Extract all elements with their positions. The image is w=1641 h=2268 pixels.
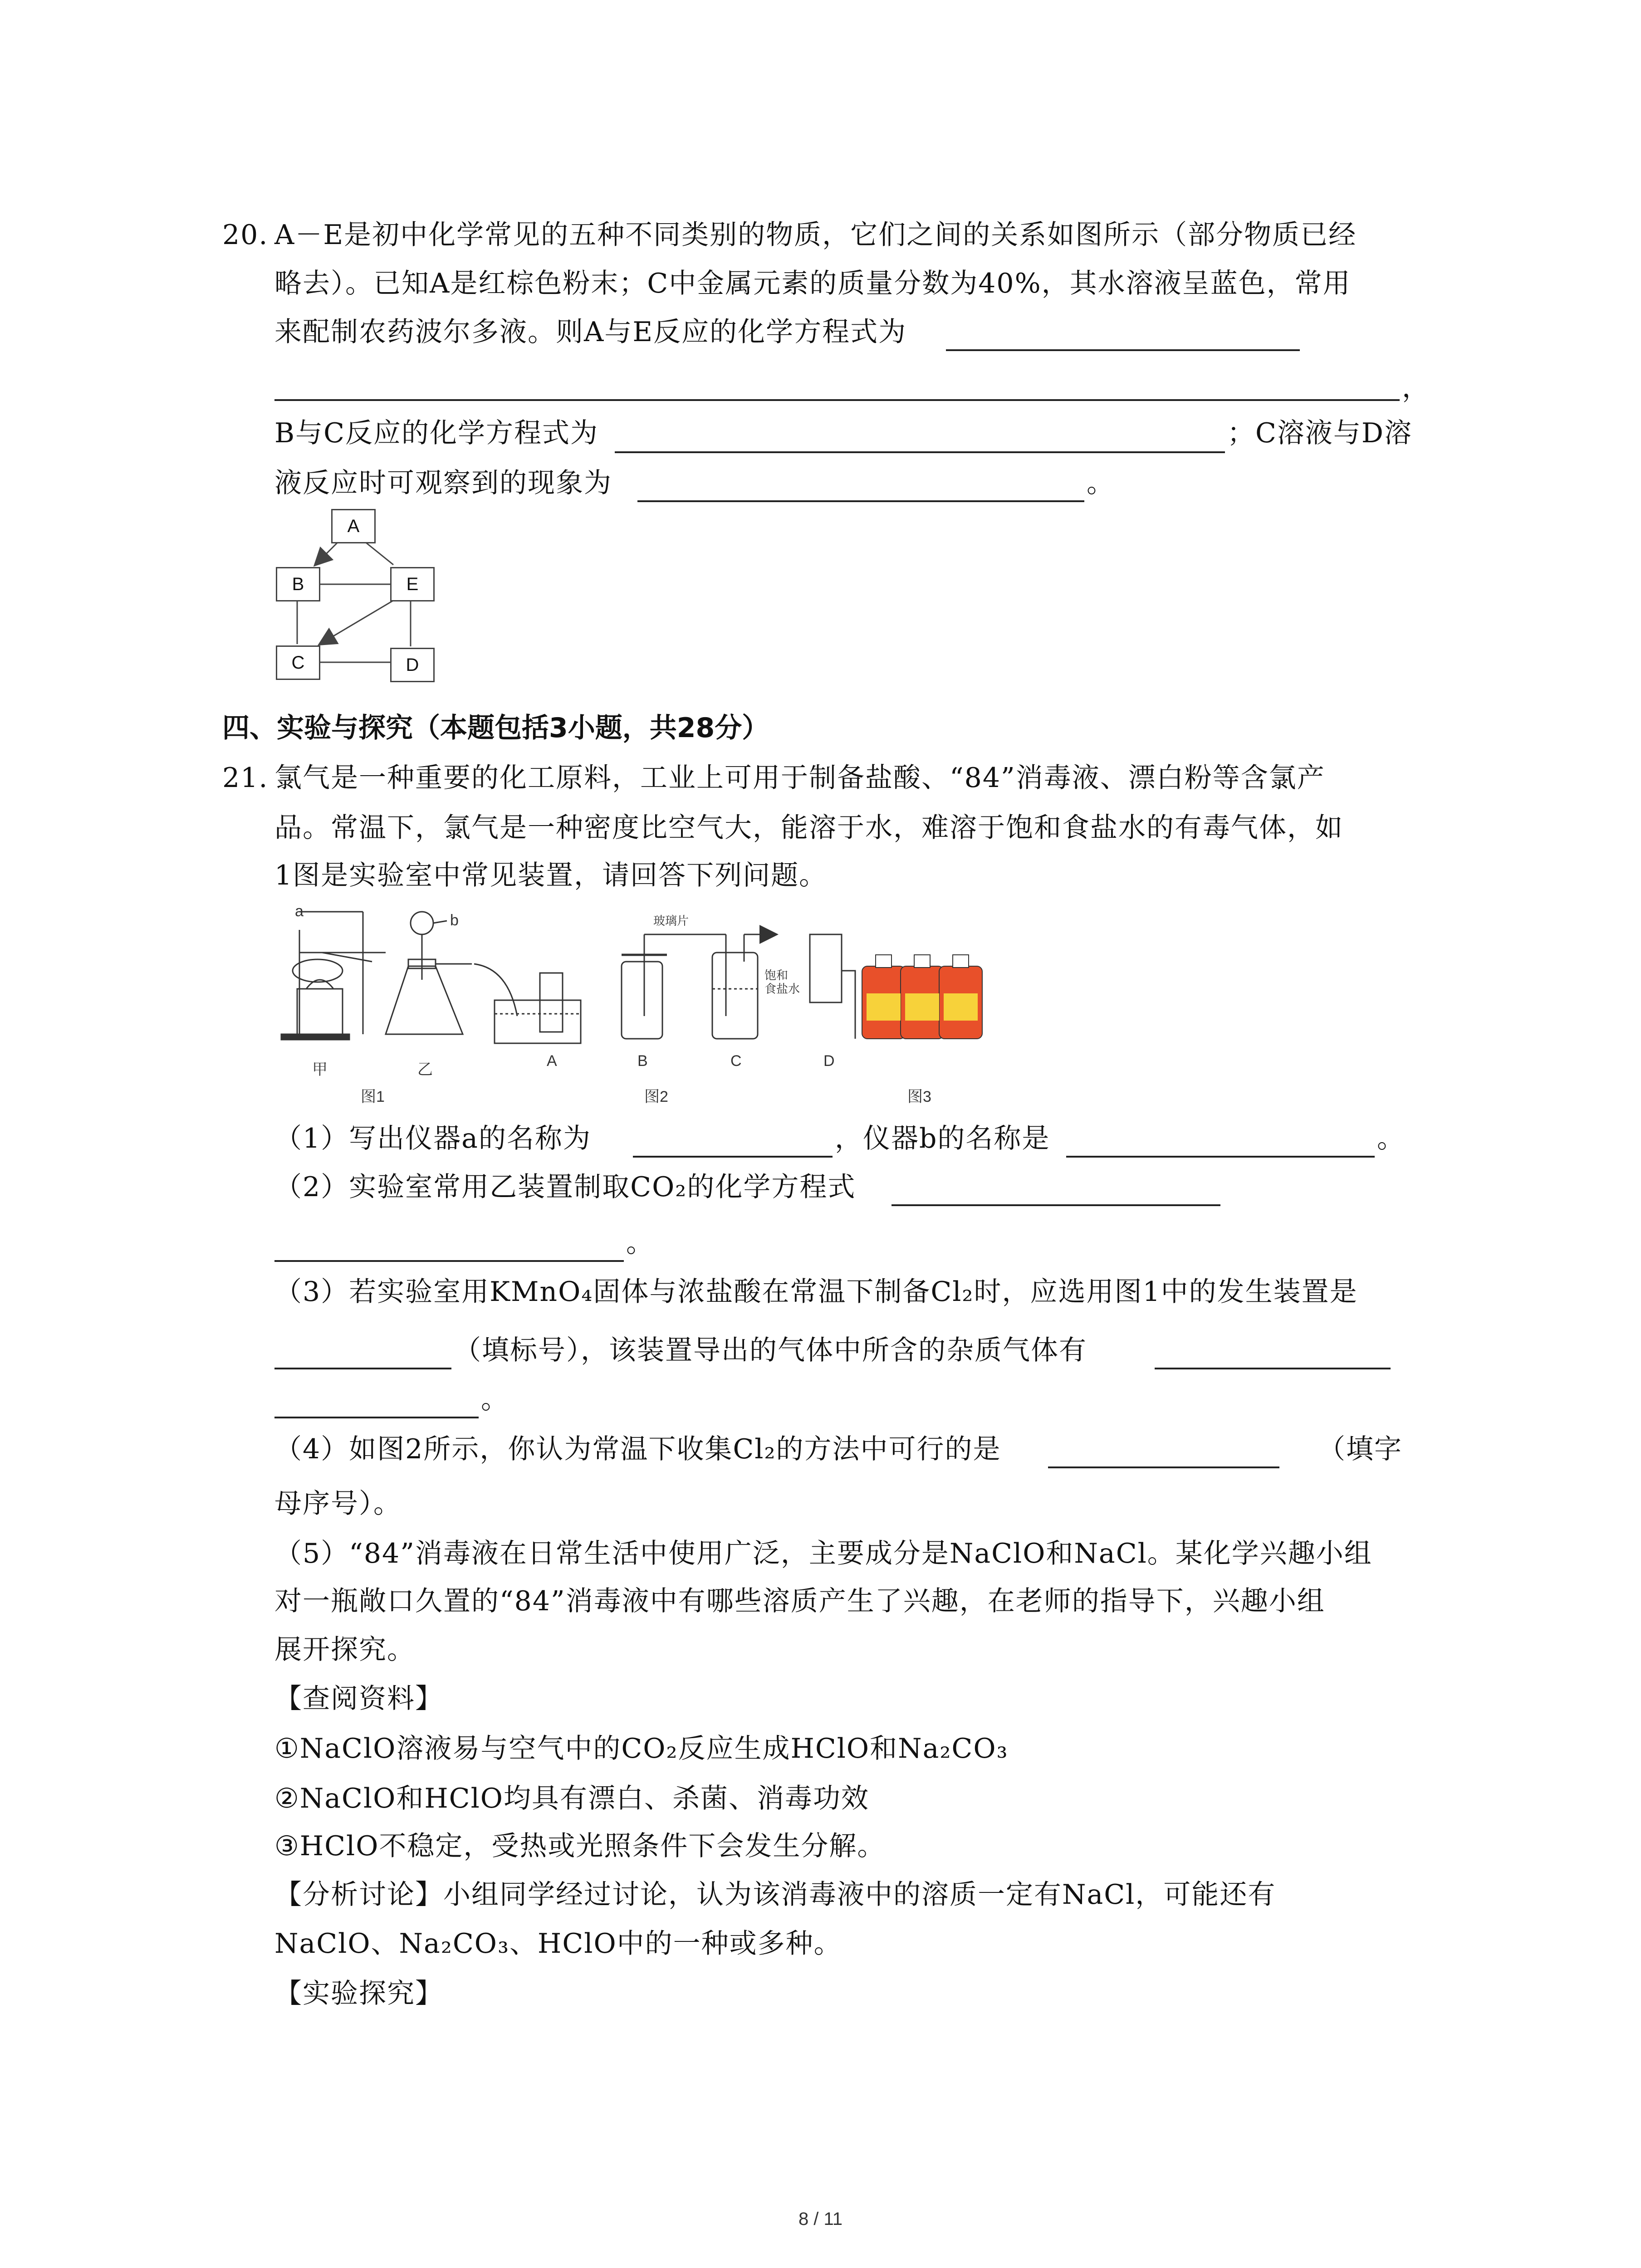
discussion-line2: NaClO、Na₂CO₃、HClO中的一种或多种。 xyxy=(274,1928,842,1960)
answer-blank-instrument-b[interactable] xyxy=(1066,1156,1375,1158)
q21-p4-b: （填字 xyxy=(1318,1433,1402,1465)
q21-p4-c: 母序号）。 xyxy=(274,1488,402,1520)
page-number: 8 / 11 xyxy=(798,2209,843,2229)
reference-1: ①NaClO溶液易与空气中的CO₂反应生成HClO和Na₂CO₃ xyxy=(274,1733,1009,1765)
label-A: A xyxy=(547,1052,557,1070)
q21-line3: 1图是实验室中常见装置，请回答下列问题。 xyxy=(274,860,828,891)
q21-p5-line3: 展开探究。 xyxy=(274,1634,415,1666)
answer-blank-generator[interactable] xyxy=(274,1368,451,1369)
reference-title: 【查阅资料】 xyxy=(274,1683,443,1715)
reference-2: ②NaClO和HClO均具有漂白、杀菌、消毒功效 xyxy=(274,1783,869,1814)
node-d: D xyxy=(390,648,435,682)
water-trough xyxy=(495,1000,581,1043)
answer-blank-b-c-equation[interactable] xyxy=(615,451,1225,453)
iron-stand-base xyxy=(281,1034,349,1040)
answer-blank-instrument-a[interactable] xyxy=(633,1156,833,1158)
q20-line1: A－E是初中化学常见的五种不同类别的物质，它们之间的关系如图所示（部分物质已经 xyxy=(274,219,1357,251)
label-b: b xyxy=(450,912,459,929)
q20-period: 。 xyxy=(1087,467,1115,499)
q21-p2: （2）实验室常用乙装置制取CO₂的化学方程式 xyxy=(274,1171,856,1203)
disinfectant-bottles xyxy=(862,955,982,1039)
q21-p1: （1）写出仪器a的名称为 xyxy=(274,1123,591,1154)
q21-apparatus-figure xyxy=(272,903,1021,1111)
answer-blank-a-e-equation-cont[interactable] xyxy=(274,399,1400,401)
edge-a-e xyxy=(365,542,393,565)
q21-line1: 氯气是一种重要的化工原料，工业上可用于制备盐酸、“84”消毒液、漂白粉等含氯产 xyxy=(274,762,1325,794)
q21-p1-end: 。 xyxy=(1377,1123,1405,1154)
answer-blank-co2-equation-cont[interactable] xyxy=(274,1260,624,1262)
label-D: D xyxy=(823,1052,835,1070)
edge-a-b xyxy=(315,542,338,565)
cap-2 xyxy=(914,955,930,968)
q20-relationship-diagram xyxy=(274,508,438,687)
node-c: C xyxy=(276,645,320,680)
label-saturated-salt-water: 饱和 食盐水 xyxy=(764,968,800,996)
q21-p1-b: ，仪器b的名称是 xyxy=(835,1123,1050,1154)
node-e: E xyxy=(390,567,435,601)
label-a: a xyxy=(295,903,304,920)
q21-number: 21. xyxy=(222,762,269,794)
q21-p4: （4）如图2所示，你认为常温下收集Cl₂的方法中可行的是 xyxy=(274,1433,1001,1465)
q20-line3: 来配制农药波尔多液。则A与E反应的化学方程式为 xyxy=(274,316,907,348)
answer-blank-collection-method[interactable] xyxy=(1048,1466,1279,1468)
label-yi: 乙 xyxy=(417,1061,433,1078)
gas-jar-b xyxy=(622,962,662,1039)
answer-blank-impurity-gas[interactable] xyxy=(1155,1368,1391,1369)
bottle-c xyxy=(712,953,758,1039)
funnel-pointer-b xyxy=(433,921,447,923)
label-fig2: 图2 xyxy=(644,1088,668,1105)
q20-line5: B与C反应的化学方程式为 xyxy=(274,417,598,449)
q20-number: 20. xyxy=(222,219,269,251)
q21-p3-end: 。 xyxy=(481,1383,509,1415)
conical-flask xyxy=(386,966,463,1034)
answer-blank-a-e-equation[interactable] xyxy=(946,349,1300,351)
label-C: C xyxy=(730,1052,742,1070)
cap-1 xyxy=(876,955,892,968)
cap-3 xyxy=(953,955,969,968)
label-fig3: 图3 xyxy=(907,1088,931,1105)
separatory-funnel-bulb xyxy=(411,912,433,934)
apparatus-drawing xyxy=(272,903,1021,1111)
section-4-title: 四、实验与探究（本题包括3小题，共28分） xyxy=(222,712,769,744)
alcohol-lamp xyxy=(297,989,343,1034)
label-1 xyxy=(867,993,901,1021)
discussion-line1: 【分析讨论】小组同学经过讨论，认为该消毒液中的溶质一定有NaCl，可能还有 xyxy=(274,1879,1276,1911)
answer-blank-co2-equation[interactable] xyxy=(892,1204,1220,1206)
label-fig1: 图1 xyxy=(361,1088,385,1105)
q21-line2: 品。常温下，氯气是一种密度比空气大，能溶于水，难溶于饱和食盐水的有毒气体，如 xyxy=(274,812,1343,844)
label-3 xyxy=(944,993,978,1021)
q20-comma: ， xyxy=(1402,372,1430,404)
node-b: B xyxy=(276,567,320,601)
answer-blank-impurity-gas-cont[interactable] xyxy=(274,1417,479,1418)
q21-p3-b: （填标号），该装置导出的气体中所含的杂质气体有 xyxy=(454,1334,1087,1366)
q21-p2-end: 。 xyxy=(626,1227,654,1259)
label-B: B xyxy=(637,1052,648,1070)
q21-p5-line2: 对一瓶敞口久置的“84”消毒液中有哪些溶质产生了兴趣，在老师的指导下，兴趣小组 xyxy=(274,1585,1325,1617)
label-2 xyxy=(905,993,939,1021)
tube-d xyxy=(842,971,855,1039)
collecting-bottle-a xyxy=(540,973,563,1032)
jar-d xyxy=(810,934,842,1002)
label-jia: 甲 xyxy=(312,1061,328,1078)
q20-line6: 液反应时可观察到的现象为 xyxy=(274,467,612,499)
q21-p5-line1: （5）“84”消毒液在日常生活中使用广泛，主要成分是NaClO和NaCl。某化学兴趣小组 xyxy=(274,1538,1372,1569)
tube-to-trough xyxy=(474,964,517,1016)
node-a: A xyxy=(331,509,376,543)
experiment-title: 【实验探究】 xyxy=(274,1978,443,2009)
label-glass-plate: 玻璃片 xyxy=(653,914,689,928)
answer-blank-c-d-phenomenon[interactable] xyxy=(637,500,1084,502)
q20-line5-end: ；C溶液与D溶 xyxy=(1227,417,1413,449)
q20-line2: 略去）。已知A是红棕色粉末；C中金属元素的质量分数为40%，其水溶液呈蓝色，常用 xyxy=(274,268,1351,299)
edge-e-c xyxy=(320,601,392,644)
reference-3: ③HClO不稳定，受热或光照条件下会发生分解。 xyxy=(274,1830,886,1862)
q21-p3: （3）若实验室用KMnO₄固体与浓盐酸在常温下制备Cl₂时，应选用图1中的发生装置是 xyxy=(274,1276,1358,1308)
